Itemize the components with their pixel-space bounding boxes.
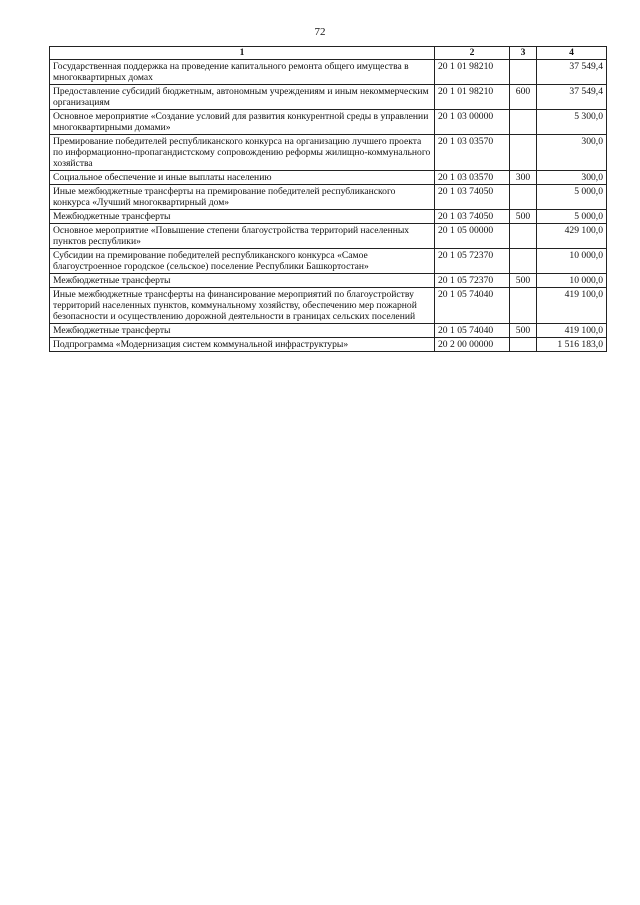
row-code: 20 2 00 00000	[435, 338, 510, 352]
row-amount: 429 100,0	[537, 224, 607, 249]
row-type	[510, 185, 537, 210]
row-code: 20 1 01 98210	[435, 60, 510, 85]
row-type	[510, 60, 537, 85]
row-name: Основное мероприятие «Создание условий для развития конкурентной среды в управлении многоквартирными домами»	[50, 110, 435, 135]
row-type: 300	[510, 171, 537, 185]
row-type: 500	[510, 210, 537, 224]
table-row	[50, 338, 607, 352]
row-type	[510, 224, 537, 249]
row-type	[510, 135, 537, 171]
row-type: 600	[510, 85, 537, 110]
table-row	[50, 185, 607, 210]
row-code: 20 1 05 74040	[435, 324, 510, 338]
row-type	[510, 110, 537, 135]
row-amount: 10 000,0	[537, 249, 607, 274]
row-amount: 300,0	[537, 135, 607, 171]
row-name: Премирование победителей республиканского конкурса на организацию лучшего проекта по информационно-пропагандистскому сопровождению реформы жилищно-коммунального хозяйства	[50, 135, 435, 171]
row-amount: 1 516 183,0	[537, 338, 607, 352]
row-code: 20 1 05 00000	[435, 224, 510, 249]
row-amount: 37 549,4	[537, 60, 607, 85]
row-code: 20 1 03 03570	[435, 135, 510, 171]
table-row	[50, 210, 607, 224]
table-header-row	[50, 47, 607, 60]
row-name: Иные межбюджетные трансферты на финансирование мероприятий по благоустройству территорий населенных пунктов, коммунальному хозяйству, обеспечению мер пожарной безопасности и осуществлению дорожной деятельности в границах сельских поселений	[50, 288, 435, 324]
row-type	[510, 249, 537, 274]
row-amount: 5 300,0	[537, 110, 607, 135]
row-code: 20 1 05 72370	[435, 249, 510, 274]
row-amount: 300,0	[537, 171, 607, 185]
row-type: 500	[510, 274, 537, 288]
row-type: 500	[510, 324, 537, 338]
table-row	[50, 85, 607, 110]
row-amount: 10 000,0	[537, 274, 607, 288]
row-type	[510, 338, 537, 352]
row-name: Межбюджетные трансферты	[50, 210, 435, 224]
table-row	[50, 324, 607, 338]
table-row	[50, 224, 607, 249]
row-name: Предоставление субсидий бюджетным, автономным учреждениям и иным некоммерческим организациям	[50, 85, 435, 110]
row-amount: 5 000,0	[537, 185, 607, 210]
table-row	[50, 274, 607, 288]
row-name: Государственная поддержка на проведение капитального ремонта общего имущества в многоквартирных домах	[50, 60, 435, 85]
column-header-code: 2	[435, 47, 510, 60]
table-row	[50, 135, 607, 171]
table-row	[50, 171, 607, 185]
row-code: 20 1 03 74050	[435, 210, 510, 224]
row-name: Иные межбюджетные трансферты на премирование победителей республиканского конкурса «Лучший многоквартирный дом»	[50, 185, 435, 210]
column-header-name: 1	[50, 47, 435, 60]
table-row	[50, 288, 607, 324]
row-name: Субсидии на премирование победителей республиканского конкурса «Самое благоустроенное городское (сельское) поселение Республики Башкортостан»	[50, 249, 435, 274]
row-amount: 419 100,0	[537, 324, 607, 338]
row-name: Подпрограмма «Модернизация систем коммунальной инфраструктуры»	[50, 338, 435, 352]
column-header-amount: 4	[537, 47, 607, 60]
row-name: Основное мероприятие «Повышение степени благоустройства территорий населенных пунктов республики»	[50, 224, 435, 249]
row-code: 20 1 05 74040	[435, 288, 510, 324]
row-type	[510, 288, 537, 324]
row-code: 20 1 01 98210	[435, 85, 510, 110]
row-amount: 5 000,0	[537, 210, 607, 224]
row-name: Межбюджетные трансферты	[50, 324, 435, 338]
row-code: 20 1 03 03570	[435, 171, 510, 185]
row-name: Социальное обеспечение и иные выплаты населению	[50, 171, 435, 185]
table-row	[50, 60, 607, 85]
page-number: 72	[314, 26, 326, 38]
column-header-type: 3	[510, 47, 537, 60]
row-amount: 37 549,4	[537, 85, 607, 110]
row-code: 20 1 03 00000	[435, 110, 510, 135]
table-row	[50, 110, 607, 135]
row-amount: 419 100,0	[537, 288, 607, 324]
row-name: Межбюджетные трансферты	[50, 274, 435, 288]
table-row	[50, 249, 607, 274]
row-code: 20 1 03 74050	[435, 185, 510, 210]
row-code: 20 1 05 72370	[435, 274, 510, 288]
budget-table	[49, 46, 607, 352]
